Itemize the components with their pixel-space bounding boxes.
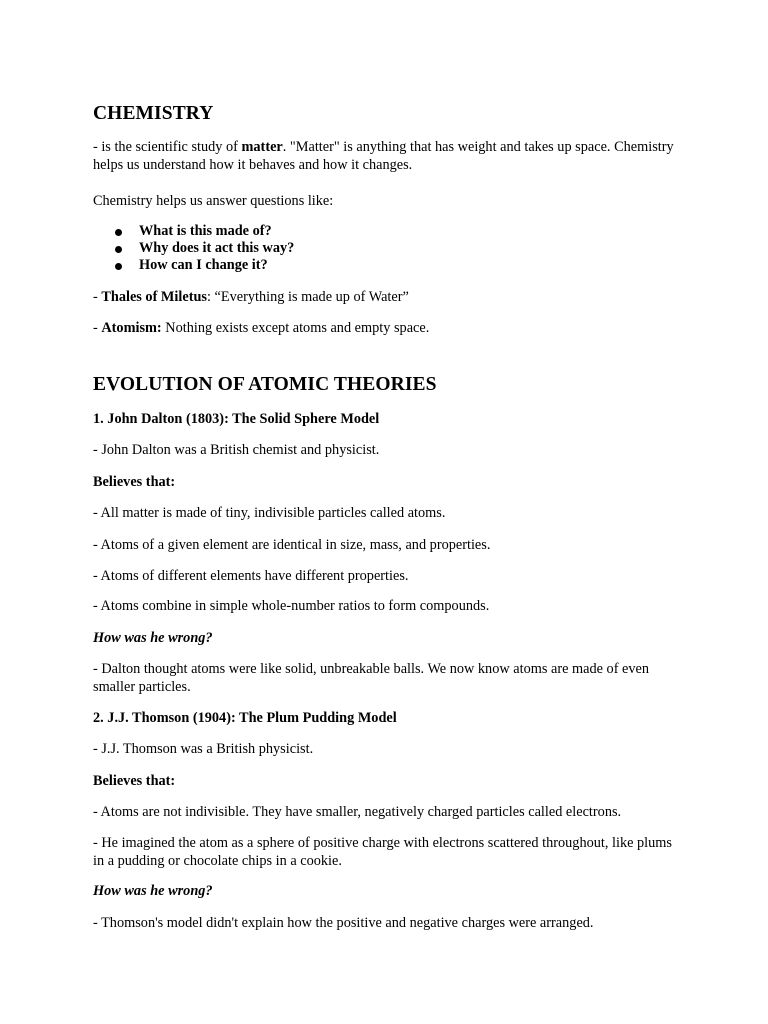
dalton-belief: - All matter is made of tiny, indivisible particles called atoms. — [93, 505, 446, 521]
dalton-belief: - Atoms of a given element are identical in size, mass, and properties. — [93, 537, 491, 553]
thomson-belief: - Atoms are not indivisible. They have smaller, negatively charged particles called electrons. — [93, 804, 622, 820]
bullet-icon — [115, 246, 122, 253]
definition-text: . "Matter" is anything that has weight and takes up space. Chemistry helps us understand how it behaves and how it changes. — [93, 139, 674, 173]
thomson-believes-label: Believes that: — [93, 773, 176, 789]
thomson-heading: 2. J.J. Thomson (1904): The Plum Pudding Model — [93, 710, 397, 726]
atomism-line: - Atomism: Nothing exists except atoms and empty space. — [93, 320, 430, 336]
list-item: What is this made of? — [93, 223, 294, 240]
bullet-icon — [115, 229, 122, 236]
thomson-intro: - J.J. Thomson was a British physicist. — [93, 741, 314, 757]
list-item: Why does it act this way? — [93, 240, 294, 257]
chemistry-definition — [93, 138, 683, 174]
thales-term: Thales of Miletus — [101, 289, 207, 305]
dalton-heading: 1. John Dalton (1803): The Solid Sphere Model — [93, 411, 380, 427]
bullet-icon — [115, 263, 122, 270]
list-item: How can I change it? — [93, 257, 294, 274]
questions-intro: Chemistry helps us answer questions like: — [93, 193, 334, 209]
thomson-wrong-text: - Thomson's model didn't explain how the positive and negative charges were arranged. — [93, 915, 594, 931]
evolution-title: EVOLUTION OF ATOMIC THEORIES — [93, 374, 437, 395]
thales-line: - Thales of Miletus: “Everything is made up of Water” — [93, 289, 409, 305]
definition-prefix: - is the scientific study of — [93, 139, 242, 155]
definition-term: matter — [241, 139, 283, 155]
dalton-wrong-text: - Dalton thought atoms were like solid, unbreakable balls. We now know atoms are made of even smaller particles. — [93, 661, 650, 695]
atomism-term: Atomism: — [101, 320, 162, 336]
dalton-wrong-label: How was he wrong? — [93, 630, 213, 646]
dalton-belief: - Atoms of different elements have different properties. — [93, 568, 409, 584]
questions-list — [93, 223, 294, 274]
dalton-believes-label: Believes that: — [93, 474, 176, 490]
thomson-belief: - He imagined the atom as a sphere of positive charge with electrons scattered throughout, like plums in a pudding or chocolate chips in a cookie. — [93, 835, 672, 869]
dalton-belief: - Atoms combine in simple whole-number ratios to form compounds. — [93, 598, 490, 614]
chemistry-title: CHEMISTRY — [93, 103, 214, 124]
thomson-wrong-label: How was he wrong? — [93, 883, 213, 899]
dalton-intro: - John Dalton was a British chemist and physicist. — [93, 442, 380, 458]
